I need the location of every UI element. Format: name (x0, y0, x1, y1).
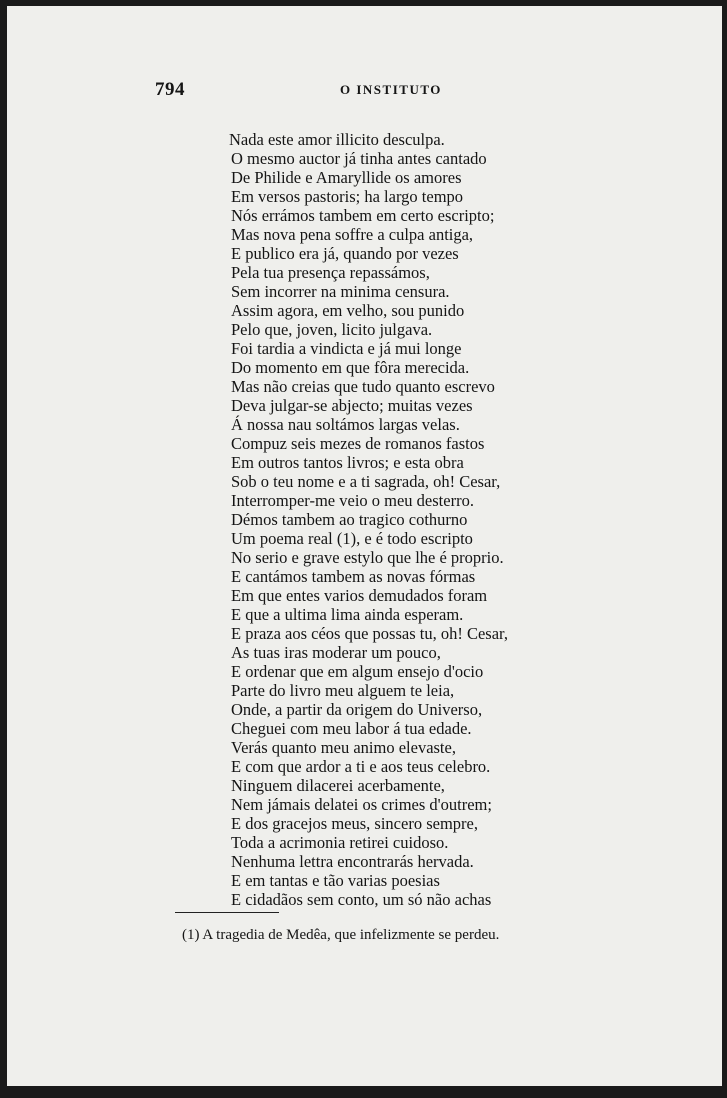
poem-line: Foi tardia a vindicta e já mui longe (231, 339, 462, 358)
poem-line: Assim agora, em velho, sou punido (231, 301, 465, 320)
poem-line: Sem incorrer na minima censura. (231, 282, 450, 301)
poem-line: Um poema real (1), e é todo escripto (231, 529, 473, 548)
poem-body (229, 130, 689, 909)
poem-line: De Philide e Amaryllide os amores (231, 168, 462, 187)
poem-line: E ordenar que em algum ensejo d'ocio (231, 662, 484, 681)
poem-line: Em versos pastoris; ha largo tempo (231, 187, 464, 206)
poem-line: Démos tambem ao tragico cothurno (231, 510, 468, 529)
poem-line: Compuz seis mezes de romanos fastos (231, 434, 485, 453)
footnote: (1) A tragedia de Medêa, que infelizmente se perdeu. (182, 927, 500, 943)
poem-line: Pelo que, joven, licito julgava. (231, 320, 433, 339)
poem-line: E com que ardor a ti e aos teus celebro. (231, 757, 491, 776)
poem-line: E em tantas e tão varias poesias (231, 871, 440, 890)
poem-line: Interromper-me veio o meu desterro. (231, 491, 474, 510)
poem-line: Sob o teu nome e a ti sagrada, oh! Cesar, (231, 472, 501, 491)
poem-line: Nós errámos tambem em certo escripto; (231, 206, 495, 225)
poem-line: Cheguei com meu labor á tua edade. (231, 719, 472, 738)
poem-line: Toda a acrimonia retirei cuidoso. (231, 833, 449, 852)
poem-line: Onde, a partir da origem do Universo, (231, 700, 483, 719)
poem-line: Á nossa nau soltámos largas velas. (231, 415, 460, 434)
page-number: 794 (155, 79, 185, 100)
poem-line: Em outros tantos livros; e esta obra (231, 453, 464, 472)
poem-line: O mesmo auctor já tinha antes cantado (231, 149, 487, 168)
poem-line: Ninguem dilacerei acerbamente, (231, 776, 445, 795)
page-header (155, 79, 575, 103)
poem-line: Do momento em que fôra merecida. (231, 358, 470, 377)
poem-line: As tuas iras moderar um pouco, (231, 643, 441, 662)
footnote-rule (175, 912, 279, 913)
poem-line: Mas nova pena soffre a culpa antiga, (231, 225, 474, 244)
poem-line: No serio e grave estylo que lhe é proprio. (231, 548, 504, 567)
poem-line: Parte do livro meu alguem te leia, (231, 681, 455, 700)
poem-line: E que a ultima lima ainda esperam. (231, 605, 464, 624)
poem-line: Mas não creias que tudo quanto escrevo (231, 377, 495, 396)
poem-line: Verás quanto meu animo elevaste, (231, 738, 456, 757)
poem-line: Nenhuma lettra encontrarás hervada. (231, 852, 474, 871)
poem-line: E praza aos céos que possas tu, oh! Cesar, (231, 624, 509, 643)
poem-line: Em que entes varios demudados foram (231, 586, 488, 605)
poem-line: E dos gracejos meus, sincero sempre, (231, 814, 478, 833)
poem-line: Nada este amor illicito desculpa. (229, 130, 445, 149)
poem-line: Deva julgar-se abjecto; muitas vezes (231, 396, 473, 415)
poem-line: Pela tua presença repassámos, (231, 263, 430, 282)
book-page (7, 6, 722, 1086)
poem-line: E cidadãos sem conto, um só não achas (231, 890, 492, 909)
poem-line: Nem jámais delatei os crimes d'outrem; (231, 795, 492, 814)
running-title: O INSTITUTO (340, 82, 442, 97)
poem-line: E publico era já, quando por vezes (231, 244, 459, 263)
poem-line: E cantámos tambem as novas fórmas (231, 567, 476, 586)
